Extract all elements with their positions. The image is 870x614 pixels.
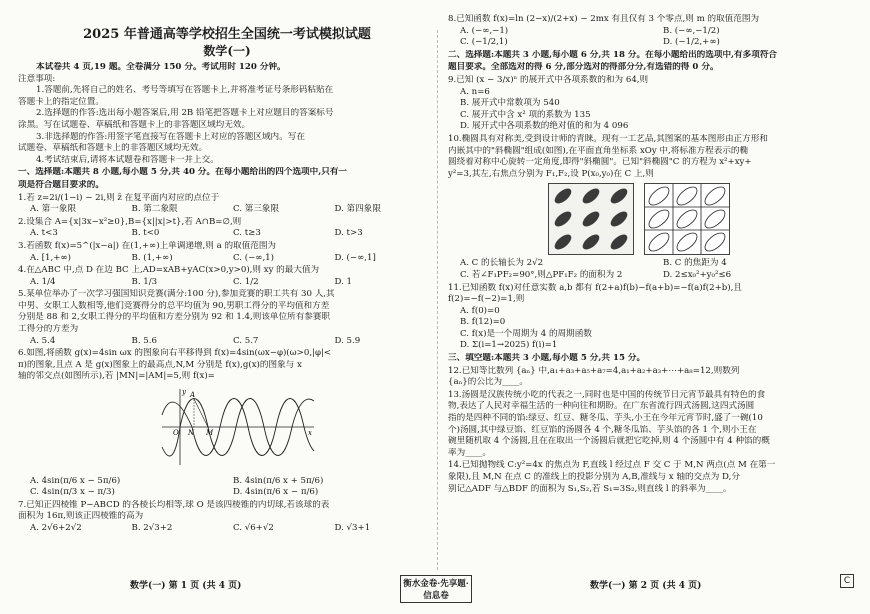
option: D. 1	[334, 276, 353, 287]
option: D. (−∞,1]	[334, 252, 376, 263]
exam-intro: 本试卷共 4 页,19 题。全卷满分 150 分。考试用时 120 分钟。	[36, 62, 286, 72]
option: D. 4sin(π/6 x − π/6)	[233, 487, 319, 498]
question-13-line: 13.汤圆是汉族传统小吃的代表之一,同时也是中国的传统节日元宵节最具有特色的食	[448, 389, 766, 400]
option: A. f(0)=0	[460, 305, 500, 316]
option: C. t≥3	[233, 228, 261, 239]
option: C. (−∞,1)	[233, 252, 274, 263]
notice-line: 试题卷、草稿纸和答题卡上的非答题区域均无效。	[18, 143, 208, 154]
question-7-line: 面积为 16π,则该正四棱锥的高为	[18, 511, 144, 522]
option: A. t<3	[30, 228, 58, 239]
question-5-line: 分别是 88 和 2,女职工得分的平均值和方差分别为 92 和 1.4,则该单位所有参赛职	[18, 312, 331, 323]
question-14-line: 14.已知抛物线 C:y²=4x 的焦点为 F,直线 l 经过点 F 交 C 于 M,N 两点(点 M 在第一	[448, 460, 776, 471]
question-8-options	[448, 26, 866, 49]
option: A. 第一象限	[30, 204, 77, 215]
question-13-line: 指的是四种不同的馅:绿豆、红豆、糖冬瓜、芋头,小王在今年元宵节时,盛了一碗(10	[448, 413, 763, 424]
sine-graph-figure	[158, 385, 318, 469]
option: D. √3+1	[334, 523, 371, 533]
option: D. t>3	[334, 228, 363, 239]
section-heading: 一、选择题:本题共 8 小题,每小题 5 分,共 40 分。在每小题给出的四个选项中,只有一	[18, 167, 348, 178]
section-heading: 题目要求。全部选对的得 6 分,部分选对的得部分分,有选错的得 0 分。	[448, 62, 719, 73]
option: B. 2√3+2	[131, 523, 173, 533]
question-13-line: 个)汤圆,其中绿豆馅、红豆馅的汤圆各 4 个,糖冬瓜馅、芋头馅的各 1 个,则小王在	[448, 424, 757, 435]
option: D. 5.9	[334, 335, 361, 346]
option: B. 5.6	[131, 335, 157, 346]
footer-page-1: 数学(一) 第 1 页 (共 4 页)	[130, 581, 242, 591]
notice-line: 4.考试结束后,请将本试题卷和答题卡一并上交。	[36, 154, 219, 165]
question-6-line: 轴的邻交点(如图所示),若 |MN|=|AM|=5,则 f(x)=	[18, 371, 215, 382]
section-heading: 二、选择题:本题共 3 小题,每小题 6 分,共 18 分。在每小题给出的选项中,有多项符合	[448, 49, 778, 60]
notice-line: 1.答题前,先将自己的姓名、考号等填写在答题卡上,并将准考证号条形码粘贴在	[36, 85, 334, 96]
graph-label-y: y	[182, 388, 186, 397]
option: B. f(12)=0	[460, 317, 506, 328]
footer-page-2: 数学(一) 第 2 页 (共 4 页)	[590, 581, 702, 591]
option: A. [1,+∞)	[30, 252, 71, 263]
question-5-line: 工得分的方差为	[18, 324, 79, 335]
exam-title: 2025 年普通高等学校招生全国统一考试模拟试题	[83, 27, 371, 42]
notice-line: 2.选择题的作答:选出每小题答案后,用 2B 铅笔把答题卡上对应题目的答案标号	[36, 108, 334, 119]
question-6-line: 6.如图,将函数 g(x)=4sin ωx 的图象向右平移得到 f(x)=4sin(ωx−φ)(ω>0,|φ|<	[18, 348, 332, 359]
option: B. 1/3	[131, 276, 158, 287]
option: C. 5.7	[233, 335, 259, 346]
question-1-stem: 1.若 z=2i/(1−i) − 2i,则 z̄ 在复平面内对应的点位于	[18, 192, 220, 203]
question-3-stem: 3.若函数 f(x)=5^(|x−a|) 在(1,+∞)上单调递增,则 a 的取值范围为	[18, 240, 277, 251]
option: A. 5.4	[30, 335, 56, 346]
tiled-ellipse-image	[548, 183, 634, 255]
option: B. 展开式中常数项为 540	[460, 98, 560, 109]
corner-mark: C	[840, 574, 854, 588]
graph-label-m: M	[206, 429, 214, 438]
question-13-line: 率为____。	[448, 447, 491, 458]
question-4-stem: 4.在△ABC 中,点 D 在边 BC 上,AD=xAB+yAC(x>0,y>0),则 xy 的最大值为	[18, 265, 320, 276]
graph-label-o: O	[173, 429, 179, 438]
question-2-options	[18, 228, 436, 240]
option: C. 第三象限	[233, 204, 280, 215]
question-4-options	[18, 277, 436, 289]
option: A. n=6	[460, 86, 490, 97]
question-9-stem: 9.已知 (x − 3/x)ⁿ 的展开式中各项系数的和为 64,则	[448, 74, 649, 85]
question-10-line: 10.椭圆具有对称美,受到设计师的青睐。现有一工艺品,其图案的基本图形由正方形和	[448, 133, 768, 144]
ellipse-pattern-figures	[548, 183, 866, 255]
question-1-options	[18, 204, 436, 216]
question-14-line: 象限),且 M,N 在点 C 的准线上的投影分别为 A,B,准线与 x 轴的交点为 D,分	[448, 472, 740, 482]
notice-line: 涂黑。写在试题卷、草稿纸和答题卡上的非答题区域均无效。	[18, 119, 251, 130]
question-12-line: 12.已知等比数列 {aₙ} 中,a₁+a₃+a₅+a₇=4,a₁+a₂+a₃+⋯+a₈=12,则数列	[448, 365, 740, 376]
notice-head: 注意事项:	[18, 73, 56, 84]
notice-line: 3.非选择题的作答:用签字笔直接写在答题卡上对应的答题区域内。写在	[36, 131, 305, 142]
option: D. (−1/2,+∞)	[663, 37, 720, 48]
option: B. 4sin(π/6 x + 5π/6)	[233, 475, 324, 486]
option: C. √6+√2	[233, 523, 274, 533]
option: D. 展开式中各项系数的绝对值的和为 4 096	[460, 121, 629, 132]
option: D. Σ(i=1→2025) f(i)=1	[460, 340, 558, 351]
question-6-line: π)的图象,且点 A 是 g(x)图象上的最高点,N,M 分别是 f(x),g(x)的图象与 x	[18, 359, 302, 370]
question-6-options	[18, 476, 436, 499]
option: D. 2≤x₀²+y₀²≤6	[663, 269, 732, 280]
question-10-options	[448, 258, 866, 281]
option: D. 第四象限	[334, 204, 381, 215]
option: A. (−∞,−1)	[460, 25, 509, 36]
question-11-line: 11.已知函数 f(x)对任意实数 a,b 都有 f(2+a)f(b)−f(a+b)=−f(a)f(2+b),且	[448, 282, 742, 293]
question-11-line: f(2)=−f(−2)=1,则	[448, 294, 525, 305]
option: A. C 的长轴长为 2√2	[460, 258, 544, 269]
graph-label-a: A	[190, 391, 196, 400]
section-heading: 项是符合题目要求的。	[18, 179, 104, 190]
option: B. C 的焦距为 4	[663, 258, 727, 269]
question-10-line: 圆绕着对称中心旋转一定角度,即得"斜椭圆"。已知"斜椭圆"C 的方程为 x²+xy+	[448, 157, 752, 168]
question-2-stem: 2.设集合 A={x|3x−x²≥0},B={x||x|>t},若 A∩B=∅,则	[18, 216, 242, 227]
question-5-line: 中男、女职工人数相等,他们竞赛得分的总平均值为 90,男职工得分的平均值和方差	[18, 300, 330, 311]
question-11-options	[448, 306, 866, 352]
option: B. t<0	[131, 228, 160, 239]
notice-line: 答题卡上的指定位置。	[18, 96, 104, 107]
graph-label-n: N	[188, 429, 195, 438]
ellipse-grid-diagram	[644, 183, 730, 255]
option: C. (−1/2,1)	[460, 37, 508, 48]
graph-label-x: x	[308, 429, 312, 438]
series-tag: 衡水金卷·先享题·信息卷	[400, 575, 472, 603]
option: C. 若∠F₁PF₂=90°,则△PF₁F₂ 的面积为 2	[460, 269, 623, 280]
option: A. 2√6+2√2	[30, 523, 82, 533]
question-13-line: 碗里随机取 4 个汤圆,且在在取出一个汤圆后就把它吃掉,则 4 个汤圆中有 4 种馅的概	[448, 436, 770, 447]
question-8-stem: 8.已知函数 f(x)=ln (2−x)/(2+x) − 2mx 有且仅有 3 个零点,则 m 的取值范围为	[448, 14, 760, 24]
section-heading: 三、填空题:本题共 3 小题,每小题 5 分,共 15 分。	[448, 353, 646, 364]
option: B. (−∞,−1/2)	[663, 25, 720, 36]
option: A. 1/4	[30, 276, 56, 287]
question-7-line: 7.已知正四棱锥 P−ABCD 的各棱长均相等,球 O 是该四棱锥的内切球,若该球的表	[18, 499, 330, 510]
exam-subject: 数学(一)	[203, 44, 251, 58]
question-3-options	[18, 253, 436, 265]
option: A. 4sin(π/6 x − 5π/6)	[30, 475, 121, 486]
option: B. 第二象限	[131, 204, 178, 215]
question-5-options	[18, 336, 436, 348]
question-10-line: 内嵌其中的"斜椭圆"组成(如图),在平面直角坐标系 xOy 中,将标准方程表示的椭	[448, 145, 749, 156]
option: C. 展开式中含 x² 项的系数为 135	[460, 109, 591, 120]
right-column	[448, 6, 866, 495]
column-divider	[437, 30, 438, 570]
question-12-line: {aₙ}的公比为____。	[448, 377, 528, 388]
question-10-line: y²=3,其左,右焦点分别为 F₁,F₂,设 P(x₀,y₀)在 C 上,则	[448, 168, 654, 179]
question-7-options	[18, 523, 436, 535]
option: C. f(x)是一个周期为 4 的周期函数	[460, 328, 592, 339]
question-13-line: 物,表达了人民对幸福生活的一种向往和期盼。在广东省流行四式汤圆,这四式汤圆	[448, 401, 755, 412]
left-column	[18, 6, 436, 535]
question-5-line: 5.某单位举办了一次学习强国知识竞赛(满分:100 分),参加竞赛的职工共有 30 人,其	[18, 289, 335, 300]
question-9-options	[448, 87, 866, 133]
option: C. 4sin(π/3 x − π/3)	[30, 487, 115, 498]
option: B. (1,+∞)	[131, 252, 173, 263]
question-14-line: 别记△ADF 与△BDF 的面积为 S₁,S₂,若 S₁=3S₂,则直线 l 的斜率为____。	[448, 483, 732, 494]
option: C. 1/2	[233, 276, 259, 287]
